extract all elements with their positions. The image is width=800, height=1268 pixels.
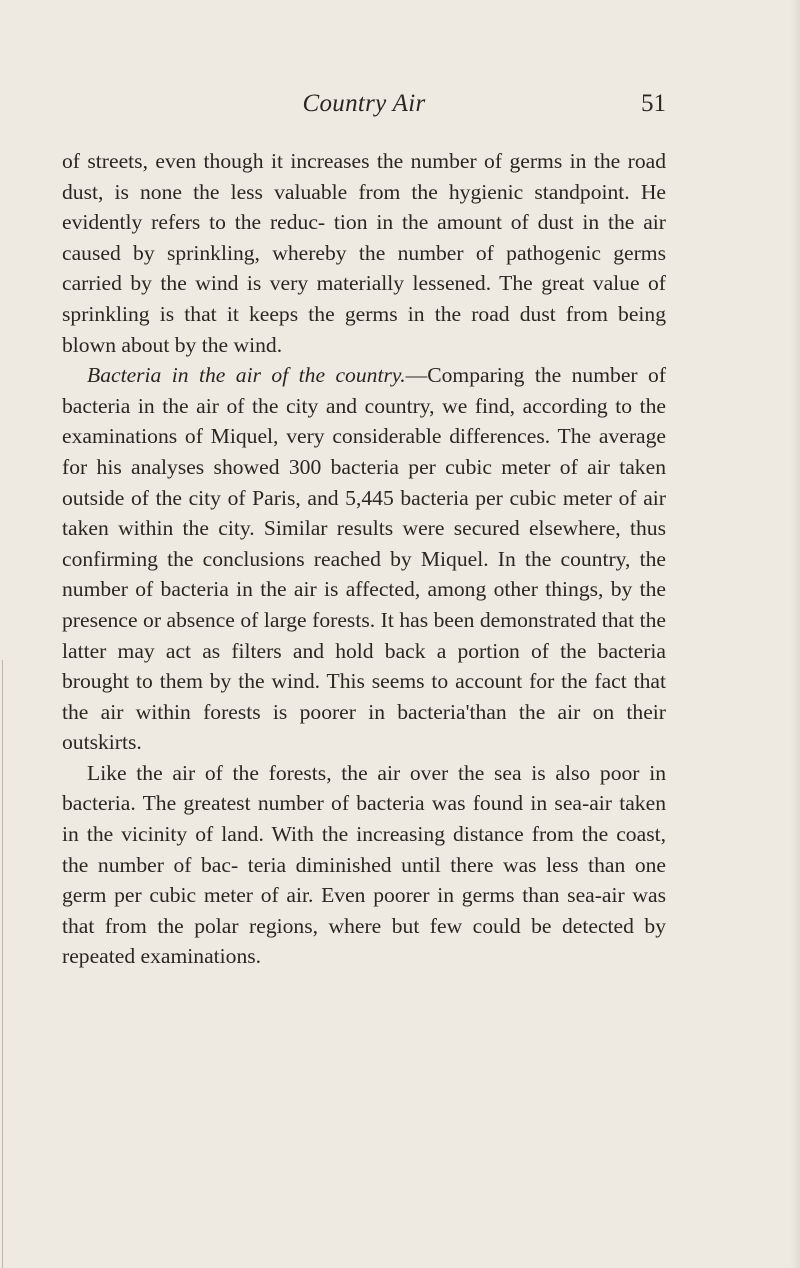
running-head [62,88,666,128]
paragraph-text: —Comparing the number of bacteria in the air of the city and country, we find, according to the examinations of Miquel, very considerable differences. The average for his analyses showed 300 bacteria per cubic meter of air taken outside of the city of Paris, and 5,445 bacteria per cubic meter of air taken within the city. Similar results were secured elsewhere, thus confirming the conclusions reached by Miquel. In the country, the number of bacteria in the air is affected, among other things, by the presence or absence of large forests. It has been demonstrated that the latter may act as filters and hold back a portion of the bacteria brought to them by the wind. This seems to account for the fact that the air within forests is poorer in bacteria'than the air on their outskirts. [62,363,667,755]
paragraph-text: of streets, even though it increases the number of germs in the road dust, is none the less valuable from the hygienic standpoint. He evidently refers to the reduc- tion in the amount of dust in the air caused by sprinkling, whereby the number of pathogenic germs carried by the wind is very materially lessened. The great value of sprinkling is that it keeps the germs in the road dust from being blown about by the wind. [62,149,666,357]
paragraph-text: Like the air of the forests, the air over the sea is also poor in bacteria. The greatest number of bacteria was found in sea-air taken in the vicinity of land. With the increasing distance from the coast, the number of bac- teria diminished until there was less than one germ per cubic meter of air. Even poorer in germs than sea-air was that from the polar regions, where but few could be detected by repeated examinations. [62,760,666,969]
paragraph-bacteria-country [62,360,666,758]
paragraph-sea-air [62,758,666,972]
body-text [62,146,666,972]
page-edge-shadow [790,0,800,1268]
page-number: 51 [641,90,666,117]
paragraph-continued [62,146,666,360]
page-binding-edge [2,660,3,1268]
section-heading: Bacteria in the air of the country. [87,363,406,388]
running-title: Country Air [302,90,426,117]
